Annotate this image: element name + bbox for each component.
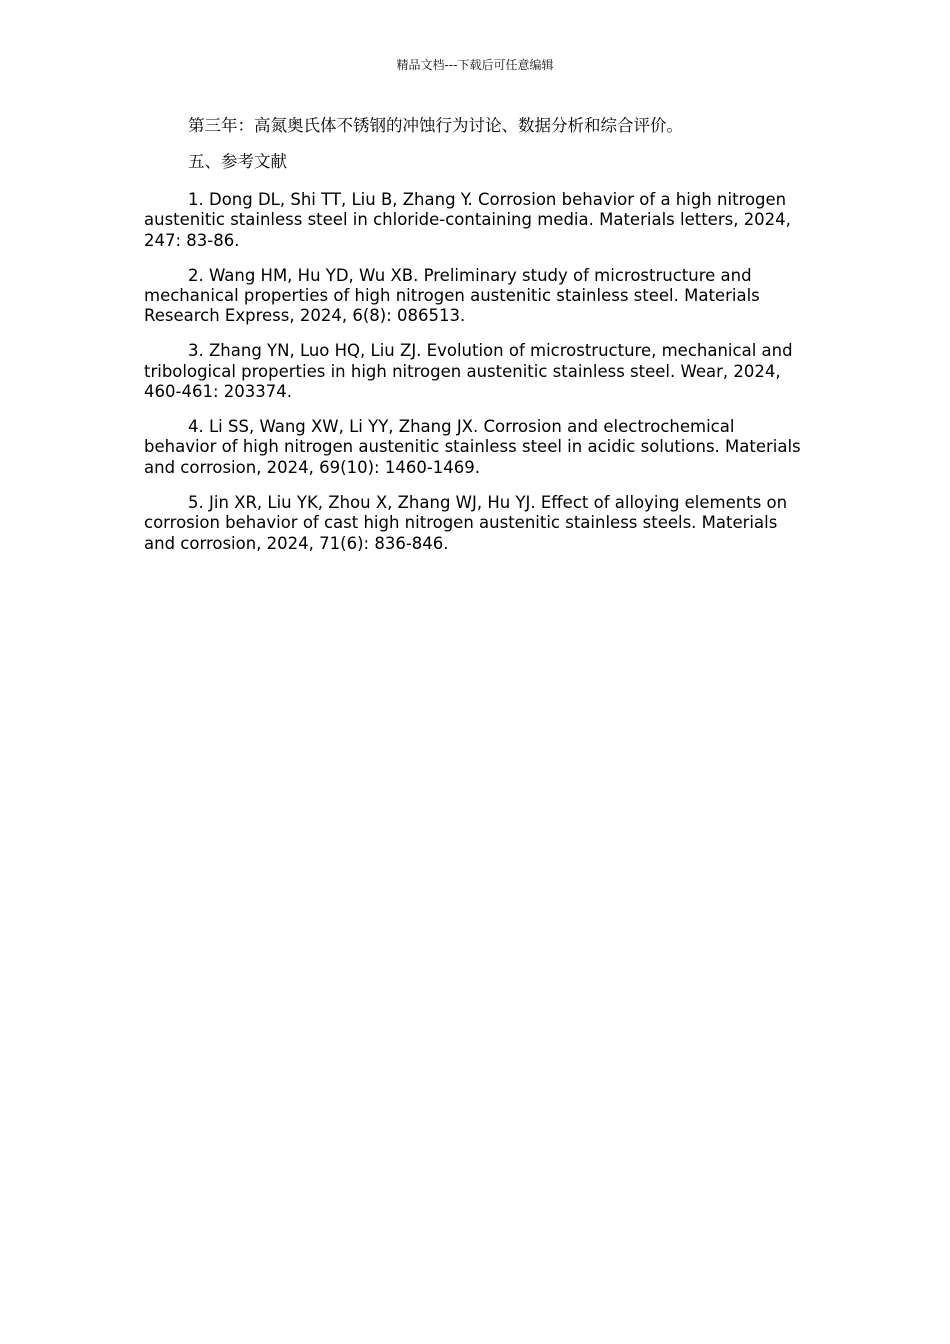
schedule-year-3: 第三年：高氮奥氏体不锈钢的冲蚀行为讨论、数据分析和综合评价。 (188, 116, 683, 135)
page-header: 精品文档---下载后可任意编辑 (396, 58, 554, 72)
reference-item: 3. Zhang YN, Luo HQ, Liu ZJ. Evolution of microstructure, mechanical and tribological properties in high nitrogen austenitic stainless steel. Wear, 2024, 460-461: 203374. (144, 341, 793, 402)
reference-item: 2. Wang HM, Hu YD, Wu XB. Preliminary study of microstructure and mechanical properties of high nitrogen austenitic stainless steel. Materials Research Express, 2024, 6(8): 086513. (144, 265, 760, 326)
reference-item: 4. Li SS, Wang XW, Li YY, Zhang JX. Corrosion and electrochemical behavior of high nitrogen austenitic stainless steel in acidic solutions. Materials and corrosion, 2024, 69(10): 1460-1469. (144, 416, 801, 477)
references-heading: 五、参考文献 (188, 152, 287, 172)
document-body (144, 116, 812, 568)
reference-item: 1. Dong DL, Shi TT, Liu B, Zhang Y. Corrosion behavior of a high nitrogen austenitic stainless steel in chloride-containing media. Materials letters, 2024, 247: 83-86. (144, 189, 791, 250)
reference-item: 5. Jin XR, Liu YK, Zhou X, Zhang WJ, Hu YJ. Effect of alloying elements on corrosion behavior of cast high nitrogen austenitic stainless steels. Materials and corrosion, 2024, 71(6): 836-846. (144, 492, 788, 553)
